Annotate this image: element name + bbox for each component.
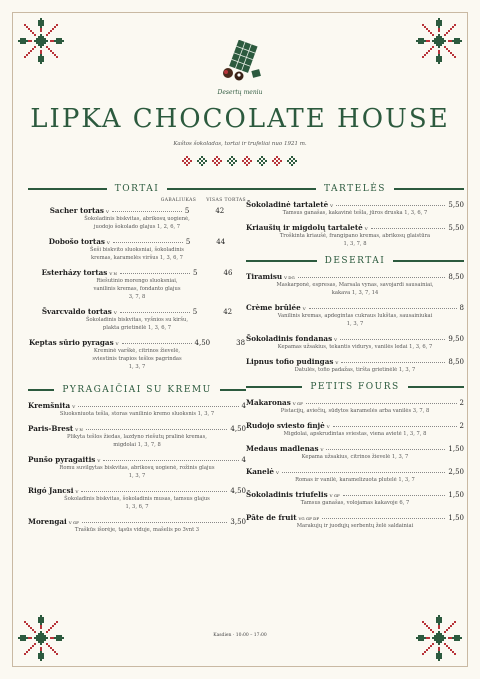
leader-dots bbox=[120, 273, 190, 274]
left-column bbox=[28, 184, 246, 540]
item-description: 1, 3, 7 bbox=[128, 364, 146, 370]
allergen-tags: V bbox=[105, 209, 109, 214]
leader-dots bbox=[343, 495, 446, 496]
item-name: Šokoladinė tartaletė bbox=[246, 200, 329, 209]
section-title: TARTELĖS bbox=[324, 184, 386, 194]
leader-dots bbox=[371, 228, 446, 229]
menu-item bbox=[28, 401, 246, 418]
allergen-tags: V GF bbox=[68, 520, 79, 525]
menu-item bbox=[246, 421, 464, 438]
item-description: 3, 7, 8 bbox=[128, 294, 146, 300]
leader-dots bbox=[309, 308, 457, 309]
allergen-tags: V bbox=[364, 226, 368, 231]
menu-item bbox=[246, 334, 464, 351]
item-description: Kepama užsakius, citrinos žievelė 1, 3, 7 bbox=[301, 454, 409, 460]
item-price: 1,50 bbox=[448, 445, 464, 453]
item-name: Keptas sūrio pyragas bbox=[28, 338, 114, 347]
allergen-tags: V bbox=[97, 458, 101, 463]
leader-dots bbox=[333, 426, 457, 427]
menu-item bbox=[28, 268, 246, 301]
item-description: Traškūs išorėje, tąsūs viduje, mašelis po 3vnt 3 bbox=[74, 527, 200, 533]
leader-dots bbox=[326, 449, 445, 450]
leader-dots bbox=[81, 491, 227, 492]
allergen-tags: V bbox=[302, 306, 306, 311]
item-description: plakta grietinėlė 1, 3, 6, 7 bbox=[102, 325, 172, 331]
page-title: LIPKA CHOCOLATE HOUSE bbox=[30, 104, 450, 134]
item-description: sviestinis trapios tešlos pagrindas bbox=[92, 356, 182, 362]
item-price: 8,50 bbox=[448, 273, 464, 281]
section-title: PYRAGAIČIAI SU KREMU bbox=[62, 385, 212, 395]
allergen-tags: V N bbox=[109, 271, 118, 276]
item-price: 2,50 bbox=[448, 468, 464, 476]
item-description: 1, 3, 7, 8 bbox=[343, 241, 367, 247]
price-column-header bbox=[28, 198, 246, 203]
allergen-tags: V DG bbox=[284, 275, 295, 280]
menu-item bbox=[28, 486, 246, 511]
leader-dots bbox=[82, 522, 228, 523]
item-description: Pistacijų, aviečių, sūdytos karamelės arba vanilės 3, 7, 8 bbox=[280, 408, 430, 414]
item-description: Migdolai, apskrudintas sviestas, viena avietė 1, 3, 7, 8 bbox=[283, 431, 427, 437]
item-price-whole: 44 bbox=[216, 238, 226, 246]
allergen-tags: V bbox=[326, 424, 330, 429]
menu-item bbox=[246, 513, 464, 530]
item-description: migdolai 1, 3, 7, 8 bbox=[113, 442, 161, 448]
menu-item bbox=[28, 307, 246, 332]
item-description: 1, 3, 7 bbox=[346, 321, 364, 327]
item-description: Šeši biskvito sluoksniai, šokoladinis bbox=[90, 247, 184, 253]
item-description: kremas, karamelės viršus 1, 3, 6, 7 bbox=[91, 255, 183, 261]
item-name: Morengai bbox=[28, 517, 67, 526]
item-price-whole: 38 bbox=[236, 339, 246, 347]
allergen-tags: V bbox=[72, 404, 76, 409]
allergen-tags: V bbox=[115, 341, 119, 346]
item-price: 4,50 bbox=[230, 425, 246, 433]
section-title: TORTAI bbox=[114, 184, 160, 194]
allergen-tags: V bbox=[334, 337, 338, 342]
item-description: 1, 3, 6, 7 bbox=[125, 504, 149, 510]
item-description: Vanilinis kremas, apdegintas cukraus lukštas, sausainiukai bbox=[277, 313, 433, 319]
section-desertai bbox=[246, 256, 464, 266]
leader-dots bbox=[103, 460, 238, 461]
item-price: 4,50 bbox=[194, 339, 211, 347]
menu-item bbox=[28, 237, 246, 262]
item-name: Dobošo tortas bbox=[48, 237, 105, 246]
item-name: Makaronas bbox=[246, 398, 291, 407]
item-name: Medaus madlenas bbox=[246, 444, 319, 453]
item-description: Maskarponė, espresas, Marsala vynas, savojardi sausainiai, bbox=[276, 282, 434, 288]
item-name: Šokoladinis triufelis bbox=[246, 490, 328, 499]
item-name: Pâte de fruit bbox=[246, 513, 297, 522]
item-name: Kriaušių ir migdolų tartaletė bbox=[246, 223, 363, 232]
corner-ornament-icon bbox=[416, 615, 462, 661]
section-petits-fours bbox=[246, 382, 464, 392]
item-description: Plikyta tešlos žiedas, lazdyno riešutų pralinė kremas, bbox=[67, 434, 207, 440]
menu-subtitle: Desertų meniu bbox=[217, 89, 263, 96]
item-description: Datulės, tofio padažas, tiršta grietinėlė 1, 3, 7 bbox=[294, 367, 416, 373]
item-name: Rudojo sviesto finjė bbox=[246, 421, 325, 430]
item-description: juodojo šokolado glajus 1, 2, 6, 7 bbox=[93, 224, 181, 230]
menu-item bbox=[28, 424, 246, 449]
item-description: Marakujų ir juodųjų serbentų želė saldainiai bbox=[296, 523, 414, 529]
item-name: Punšo pyragaitis bbox=[28, 455, 96, 464]
item-name: Kanelė bbox=[246, 467, 275, 476]
right-column bbox=[246, 184, 464, 536]
item-description: Tamsus ganašas, volojamas kakavoje 6, 7 bbox=[300, 500, 410, 506]
menu-item bbox=[28, 517, 246, 534]
item-price: 1,50 bbox=[448, 514, 464, 522]
leader-dots bbox=[120, 312, 190, 313]
section-tarteles bbox=[246, 184, 464, 194]
item-name: Šokoladinis fondanas bbox=[246, 334, 333, 343]
item-name: Esterházy tortas bbox=[41, 268, 108, 277]
item-description: kakava 1, 3, 7, 14 bbox=[331, 290, 379, 296]
item-price: 9,50 bbox=[448, 335, 464, 343]
item-price-whole: 42 bbox=[215, 207, 225, 215]
menu-item bbox=[246, 444, 464, 461]
item-price: 5,50 bbox=[448, 201, 464, 209]
corner-ornament-icon bbox=[18, 18, 64, 64]
menu-item bbox=[28, 338, 246, 371]
item-price: 3,50 bbox=[230, 518, 246, 526]
menu-item bbox=[246, 223, 464, 248]
leader-dots bbox=[306, 403, 457, 404]
item-description: Šokoladinis biskvitas, šokoladinis musas, tamsus glajus bbox=[64, 496, 210, 502]
col-slice-label: GABALIUKAS bbox=[160, 198, 197, 203]
leader-dots bbox=[122, 343, 192, 344]
item-description: Šokoladinis biskvitas, vyšnios su kiršu, bbox=[85, 317, 189, 323]
allergen-tags: V bbox=[106, 240, 110, 245]
leader-dots bbox=[282, 472, 446, 473]
item-price: 4 bbox=[241, 456, 246, 464]
item-price: 1,50 bbox=[448, 491, 464, 499]
item-description: Kreminė varškė, citrinos žievelė, bbox=[93, 348, 181, 354]
allergen-tags: V N bbox=[75, 427, 83, 432]
leader-dots bbox=[340, 339, 445, 340]
menu-item bbox=[246, 398, 464, 415]
item-price: 2 bbox=[459, 399, 464, 407]
leader-dots bbox=[112, 211, 182, 212]
leader-dots bbox=[78, 406, 238, 407]
section-pyragaiciai bbox=[28, 385, 246, 395]
menu-item bbox=[246, 272, 464, 297]
chocolate-logo-icon bbox=[212, 40, 272, 84]
item-description: Šokoladinis biskvitas, abrikosų uogienė, bbox=[84, 216, 190, 222]
item-description: Romu suvilgytas biskvitas, abrikosų uogienė, rožinis glajus bbox=[59, 465, 215, 471]
menu-item bbox=[28, 206, 246, 231]
menu-item bbox=[246, 357, 464, 374]
item-price-whole: 42 bbox=[223, 308, 233, 316]
item-name: Crème brûlée bbox=[246, 303, 301, 312]
item-name: Švarcvaldo tortas bbox=[41, 307, 112, 316]
section-tortai bbox=[28, 184, 246, 194]
allergen-tags: V bbox=[335, 360, 339, 365]
opening-hours: Kasdien · 10:00 – 17:00 bbox=[213, 633, 267, 638]
item-price: 5,50 bbox=[448, 224, 464, 232]
allergen-tags: V bbox=[330, 203, 334, 208]
decorative-band-icon bbox=[180, 152, 300, 164]
leader-dots bbox=[341, 362, 445, 363]
leader-dots bbox=[86, 429, 228, 430]
item-name: Rigó Jancsi bbox=[28, 486, 74, 495]
menu-item bbox=[246, 490, 464, 507]
allergen-tags: VG GF DF bbox=[298, 516, 320, 521]
corner-ornament-icon bbox=[416, 18, 462, 64]
allergen-tags: V bbox=[276, 470, 279, 475]
item-name: Tiramisu bbox=[246, 272, 283, 281]
menu-item bbox=[246, 467, 464, 484]
item-description: Kepamas užsakius, tekantis vidurys, vanilės ledai 1, 3, 6, 7 bbox=[277, 344, 433, 350]
item-description: 1, 3, 7 bbox=[128, 473, 146, 479]
item-price: 8 bbox=[459, 304, 464, 312]
menu-item bbox=[28, 455, 246, 480]
section-title: PETITS FOURS bbox=[310, 382, 400, 392]
allergen-tags: V GF bbox=[329, 493, 340, 498]
leader-dots bbox=[336, 205, 445, 206]
allergen-tags: V bbox=[113, 310, 117, 315]
item-name: Sacher tortas bbox=[49, 206, 104, 215]
menu-item bbox=[246, 200, 464, 217]
item-price: 5 bbox=[185, 238, 191, 246]
item-description: Riešutinio morengo sluoksniai, bbox=[96, 278, 178, 284]
item-price: 5 bbox=[193, 269, 198, 277]
item-price: 5 bbox=[192, 308, 198, 316]
section-title: DESERTAI bbox=[324, 256, 386, 266]
item-price: 5 bbox=[184, 207, 190, 215]
leader-dots bbox=[322, 518, 445, 519]
item-price: 2 bbox=[459, 422, 464, 430]
allergen-tags: V bbox=[75, 489, 79, 494]
item-name: Paris-Brest bbox=[28, 424, 74, 433]
item-description: Troškinta kriaušė, frangipano kremas, abrikosų glaistūra bbox=[279, 233, 431, 239]
item-name: Lipnus tofio pudingas bbox=[246, 357, 334, 366]
item-description: Romas ir vanilė, karamelizuota plutelė 1, 3, 7 bbox=[295, 477, 415, 483]
allergen-tags: V GF bbox=[292, 401, 303, 406]
allergen-tags: V bbox=[320, 447, 324, 452]
col-whole-label: VISAS TORTAS bbox=[206, 198, 246, 203]
item-description: vanilinis kremas, fondanto glajus bbox=[93, 286, 181, 292]
item-price: 4,50 bbox=[230, 487, 246, 495]
corner-ornament-icon bbox=[18, 615, 64, 661]
item-price: 8,50 bbox=[448, 358, 464, 366]
leader-dots bbox=[113, 242, 183, 243]
item-name: Kremšnita bbox=[28, 401, 71, 410]
item-description: Sluoksniuota tešla, storas vanilinio kremo sluoksnis 1, 3, 7 bbox=[59, 411, 215, 417]
item-price: 4 bbox=[241, 402, 246, 410]
item-description: Tamsus ganašas, kakavinė tešla, jūros druska 1, 3, 6, 7 bbox=[282, 210, 428, 216]
menu-item bbox=[246, 303, 464, 328]
item-price-whole: 46 bbox=[223, 269, 233, 277]
leader-dots bbox=[298, 277, 446, 278]
tagline: Kaštos šokoladas, tortai ir trufeliai nuo 1921 m. bbox=[173, 141, 307, 147]
